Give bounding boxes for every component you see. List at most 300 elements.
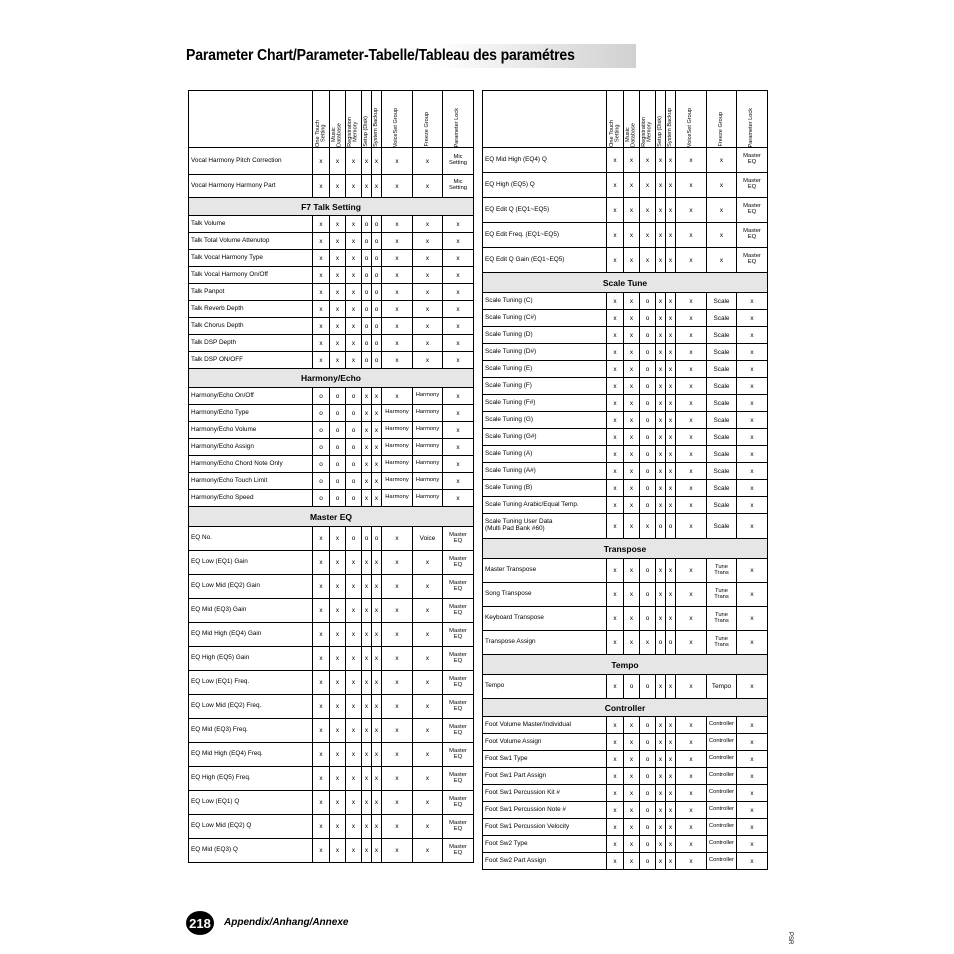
table-row — [483, 446, 768, 463]
parameter-name: Harmony/Echo Type — [189, 405, 313, 422]
value-cell: x — [413, 647, 443, 671]
value-cell: x — [624, 734, 640, 751]
value-cell: x — [676, 293, 707, 310]
value-cell: o — [313, 490, 330, 507]
value-cell: x — [656, 734, 666, 751]
value-cell: x — [382, 250, 413, 267]
value-cell: x — [624, 395, 640, 412]
value-cell: x — [737, 463, 768, 480]
value-cell: x — [346, 743, 362, 767]
value-cell: x — [666, 734, 676, 751]
parameter-name: Scale Tuning (D) — [483, 327, 607, 344]
value-cell: x — [656, 559, 666, 583]
parameter-name: Scale Tuning (A#) — [483, 463, 607, 480]
value-cell: x — [666, 675, 676, 699]
table-row — [189, 671, 474, 695]
value-cell: x — [362, 695, 372, 719]
value-cell: x — [624, 768, 640, 785]
value-cell: Master EQ — [737, 148, 768, 173]
value-cell: x — [666, 395, 676, 412]
value-cell: x — [737, 446, 768, 463]
value-cell: Tune Trans — [707, 559, 737, 583]
value-cell: x — [624, 327, 640, 344]
value-cell: x — [656, 148, 666, 173]
table-row — [483, 559, 768, 583]
value-cell: Scale — [707, 327, 737, 344]
table-row — [483, 293, 768, 310]
value-cell: x — [313, 767, 330, 791]
parameter-name: Talk Vocal Harmony On/Off — [189, 267, 313, 284]
value-cell: x — [346, 267, 362, 284]
table-row — [189, 767, 474, 791]
value-cell: o — [640, 734, 656, 751]
value-cell: Scale — [707, 344, 737, 361]
parameter-name: Harmony/Echo Touch Limit — [189, 473, 313, 490]
parameter-name: Scale Tuning (B) — [483, 480, 607, 497]
parameter-name: Scale Tuning (F#) — [483, 395, 607, 412]
value-cell: o — [313, 439, 330, 456]
value-cell: x — [372, 623, 382, 647]
table-row — [483, 607, 768, 631]
value-cell: x — [362, 671, 372, 695]
value-cell: o — [666, 631, 676, 655]
section-header-row — [483, 655, 768, 675]
parameter-name: Master Transpose — [483, 559, 607, 583]
value-cell: x — [413, 301, 443, 318]
value-cell: x — [624, 293, 640, 310]
parameter-name: EQ Low (EQ1) Freq. — [189, 671, 313, 695]
value-cell: o — [346, 527, 362, 551]
value-cell: x — [413, 318, 443, 335]
value-cell: x — [313, 148, 330, 175]
value-cell: x — [330, 767, 346, 791]
value-cell: x — [624, 819, 640, 836]
table-row — [189, 695, 474, 719]
value-cell: o — [330, 422, 346, 439]
value-cell: o — [330, 473, 346, 490]
value-cell: x — [607, 378, 624, 395]
value-cell: x — [362, 439, 372, 456]
column-header-setup-disk: Setup (Disk) — [362, 91, 372, 148]
value-cell: x — [362, 839, 372, 863]
value-cell: Scale — [707, 480, 737, 497]
value-cell: x — [607, 361, 624, 378]
value-cell: x — [372, 473, 382, 490]
table-row — [483, 819, 768, 836]
value-cell: o — [313, 473, 330, 490]
value-cell: x — [607, 607, 624, 631]
value-cell: o — [346, 490, 362, 507]
value-cell: x — [624, 361, 640, 378]
value-cell: x — [666, 293, 676, 310]
value-cell: x — [413, 791, 443, 815]
value-cell: Master EQ — [737, 173, 768, 198]
value-cell: Harmony — [413, 439, 443, 456]
table-row — [189, 551, 474, 575]
value-cell: o — [640, 559, 656, 583]
value-cell: Master EQ — [443, 599, 474, 623]
value-cell: o — [362, 527, 372, 551]
value-cell: x — [624, 429, 640, 446]
value-cell: Master EQ — [443, 815, 474, 839]
value-cell: o — [640, 395, 656, 412]
value-cell: x — [607, 344, 624, 361]
section-header-row — [483, 273, 768, 293]
value-cell: Scale — [707, 412, 737, 429]
value-cell: x — [666, 836, 676, 853]
value-cell: x — [313, 719, 330, 743]
parameter-name: Scale Tuning (C) — [483, 293, 607, 310]
value-cell: x — [676, 327, 707, 344]
table-row — [189, 527, 474, 551]
value-cell: x — [607, 853, 624, 870]
value-cell: o — [640, 293, 656, 310]
value-cell: Scale — [707, 310, 737, 327]
value-cell: x — [656, 819, 666, 836]
value-cell: Master EQ — [443, 743, 474, 767]
parameter-name: Keyboard Transpose — [483, 607, 607, 631]
parameter-name: Harmony/Echo Chord Note Only — [189, 456, 313, 473]
table-row — [483, 480, 768, 497]
value-cell: Scale — [707, 361, 737, 378]
parameter-name: Scale Tuning (D#) — [483, 344, 607, 361]
value-cell: x — [640, 173, 656, 198]
value-cell: Scale — [707, 514, 737, 539]
value-cell: x — [372, 671, 382, 695]
value-cell: Controller — [707, 785, 737, 802]
value-cell: Harmony — [382, 439, 413, 456]
value-cell: Scale — [707, 378, 737, 395]
value-cell: o — [640, 344, 656, 361]
value-cell: x — [607, 734, 624, 751]
value-cell: x — [607, 675, 624, 699]
parameter-table-left — [188, 90, 474, 863]
table-row — [483, 836, 768, 853]
column-header-voiceset-group: VoiceSet Group — [382, 91, 413, 148]
value-cell: o — [330, 456, 346, 473]
value-cell: x — [607, 836, 624, 853]
value-cell: x — [382, 551, 413, 575]
value-cell: x — [607, 395, 624, 412]
value-cell: x — [382, 791, 413, 815]
value-cell: x — [640, 148, 656, 173]
value-cell: x — [737, 802, 768, 819]
value-cell: x — [346, 791, 362, 815]
value-cell: Master EQ — [443, 791, 474, 815]
value-cell: o — [313, 456, 330, 473]
value-cell: Harmony — [382, 456, 413, 473]
value-cell: x — [656, 429, 666, 446]
value-cell: x — [330, 335, 346, 352]
value-cell: x — [413, 839, 443, 863]
value-cell: x — [737, 631, 768, 655]
value-cell: Harmony — [413, 405, 443, 422]
value-cell: x — [656, 361, 666, 378]
value-cell: x — [362, 743, 372, 767]
section-title: Scale Tune — [483, 273, 768, 293]
value-cell: x — [607, 583, 624, 607]
table-row — [483, 198, 768, 223]
value-cell: x — [346, 575, 362, 599]
value-cell: x — [607, 293, 624, 310]
table-row — [483, 785, 768, 802]
value-cell: x — [413, 767, 443, 791]
value-cell: x — [443, 284, 474, 301]
value-cell: x — [313, 352, 330, 369]
parameter-name: EQ No. — [189, 527, 313, 551]
column-header-music-database: Music Database — [330, 91, 346, 148]
value-cell: x — [382, 175, 413, 198]
value-cell: x — [413, 671, 443, 695]
table-row — [483, 631, 768, 655]
section-title: Master EQ — [189, 507, 474, 527]
value-cell: x — [346, 719, 362, 743]
value-cell: Master EQ — [443, 695, 474, 719]
table-row — [483, 583, 768, 607]
parameter-name: EQ Mid High (EQ4) Gain — [189, 623, 313, 647]
table-row — [483, 429, 768, 446]
value-cell: x — [656, 223, 666, 248]
value-cell: x — [372, 148, 382, 175]
value-cell: x — [362, 422, 372, 439]
parameter-name: Foot Sw2 Part Assign — [483, 853, 607, 870]
table-row — [189, 599, 474, 623]
value-cell: o — [640, 785, 656, 802]
value-cell: o — [372, 335, 382, 352]
value-cell: x — [656, 768, 666, 785]
value-cell: x — [676, 429, 707, 446]
table-row — [483, 497, 768, 514]
value-cell: o — [346, 388, 362, 405]
value-cell: x — [737, 361, 768, 378]
column-header-one-touch-setting: One Touch Setting — [607, 91, 624, 148]
value-cell: x — [737, 344, 768, 361]
value-cell: x — [676, 583, 707, 607]
value-cell: x — [666, 480, 676, 497]
value-cell: x — [656, 344, 666, 361]
value-cell: Master EQ — [443, 527, 474, 551]
value-cell: o — [313, 388, 330, 405]
value-cell: x — [656, 607, 666, 631]
value-cell: Mic Setting — [443, 148, 474, 175]
value-cell: x — [737, 497, 768, 514]
value-cell: x — [666, 751, 676, 768]
table-row — [483, 344, 768, 361]
parameter-name: EQ Low (EQ1) Q — [189, 791, 313, 815]
value-cell: x — [413, 743, 443, 767]
value-cell: x — [737, 480, 768, 497]
value-cell: x — [676, 836, 707, 853]
parameter-name: Talk DSP Depth — [189, 335, 313, 352]
value-cell: x — [607, 768, 624, 785]
value-cell: x — [330, 719, 346, 743]
value-cell: x — [443, 233, 474, 250]
table-row — [483, 378, 768, 395]
value-cell: x — [330, 599, 346, 623]
value-cell: x — [443, 250, 474, 267]
parameter-name: Vocal Harmony Harmony Part — [189, 175, 313, 198]
value-cell: x — [676, 173, 707, 198]
value-cell: x — [372, 175, 382, 198]
parameter-name: Talk Panpot — [189, 284, 313, 301]
value-cell: x — [413, 284, 443, 301]
value-cell: x — [607, 223, 624, 248]
value-cell: x — [666, 412, 676, 429]
value-cell: x — [607, 514, 624, 539]
value-cell: Harmony — [382, 405, 413, 422]
value-cell: x — [607, 463, 624, 480]
value-cell: o — [372, 250, 382, 267]
value-cell: x — [607, 173, 624, 198]
value-cell: o — [640, 446, 656, 463]
value-cell: Master EQ — [443, 623, 474, 647]
value-cell: Controller — [707, 768, 737, 785]
value-cell: x — [607, 412, 624, 429]
value-cell: Scale — [707, 446, 737, 463]
table-row — [189, 301, 474, 318]
value-cell: Controller — [707, 836, 737, 853]
value-cell: o — [640, 768, 656, 785]
value-cell: x — [372, 575, 382, 599]
value-cell: x — [382, 148, 413, 175]
table-row — [483, 148, 768, 173]
parameter-name: Tempo — [483, 675, 607, 699]
table-row — [483, 395, 768, 412]
value-cell: x — [676, 785, 707, 802]
value-cell: x — [372, 815, 382, 839]
parameter-name: Talk Vocal Harmony Type — [189, 250, 313, 267]
parameter-name: Scale Tuning User Data (Multi Pad Bank #60) — [483, 514, 607, 539]
value-cell: x — [607, 480, 624, 497]
value-cell: x — [313, 335, 330, 352]
value-cell: x — [656, 327, 666, 344]
value-cell: Harmony — [413, 473, 443, 490]
parameter-name: EQ Low (EQ1) Gain — [189, 551, 313, 575]
parameter-name: EQ Low Mid (EQ2) Gain — [189, 575, 313, 599]
value-cell: x — [372, 767, 382, 791]
value-cell: x — [737, 514, 768, 539]
value-cell: x — [382, 388, 413, 405]
value-cell: o — [330, 405, 346, 422]
value-cell: x — [443, 216, 474, 233]
value-cell: x — [666, 717, 676, 734]
table-row — [483, 853, 768, 870]
value-cell: o — [362, 318, 372, 335]
value-cell: x — [330, 301, 346, 318]
value-cell: o — [362, 335, 372, 352]
value-cell: x — [330, 815, 346, 839]
value-cell: x — [676, 395, 707, 412]
table-row — [189, 719, 474, 743]
parameter-name: Foot Sw1 Type — [483, 751, 607, 768]
value-cell: x — [413, 815, 443, 839]
value-cell: x — [656, 480, 666, 497]
value-cell: x — [413, 148, 443, 175]
value-cell: o — [313, 422, 330, 439]
value-cell: x — [666, 819, 676, 836]
value-cell: x — [413, 216, 443, 233]
value-cell: x — [676, 223, 707, 248]
parameter-name: EQ Low Mid (EQ2) Q — [189, 815, 313, 839]
value-cell: x — [382, 767, 413, 791]
value-cell: x — [346, 599, 362, 623]
value-cell: o — [640, 361, 656, 378]
section-title: Controller — [483, 699, 768, 717]
parameter-name: Talk Volume — [189, 216, 313, 233]
value-cell: x — [413, 623, 443, 647]
value-cell: x — [313, 175, 330, 198]
value-cell: Voice — [413, 527, 443, 551]
column-header-music-database: Music Database — [624, 91, 640, 148]
value-cell: x — [346, 695, 362, 719]
value-cell: Controller — [707, 717, 737, 734]
table-row — [483, 173, 768, 198]
value-cell: o — [640, 607, 656, 631]
value-cell: Harmony — [382, 490, 413, 507]
value-cell: x — [346, 301, 362, 318]
value-cell: x — [372, 551, 382, 575]
value-cell: o — [656, 631, 666, 655]
table-row — [189, 267, 474, 284]
value-cell: x — [330, 250, 346, 267]
table-row — [189, 216, 474, 233]
value-cell: x — [656, 802, 666, 819]
value-cell: x — [624, 198, 640, 223]
table-row — [483, 248, 768, 273]
table-row — [189, 352, 474, 369]
parameter-name: Foot Sw1 Percussion Note # — [483, 802, 607, 819]
table-row — [189, 148, 474, 175]
value-cell: o — [624, 675, 640, 699]
value-cell: x — [607, 429, 624, 446]
value-cell: Controller — [707, 734, 737, 751]
value-cell: x — [330, 352, 346, 369]
value-cell: x — [624, 148, 640, 173]
table-row — [189, 575, 474, 599]
value-cell: Controller — [707, 853, 737, 870]
value-cell: x — [656, 248, 666, 273]
parameter-name: Scale Tuning (A) — [483, 446, 607, 463]
value-cell: o — [640, 463, 656, 480]
value-cell: x — [443, 388, 474, 405]
value-cell: x — [372, 839, 382, 863]
page-title: Parameter Chart/Parameter-Tabelle/Tableau des paramétres — [186, 47, 575, 64]
value-cell: x — [737, 293, 768, 310]
value-cell: Master EQ — [443, 671, 474, 695]
parameter-name: Vocal Harmony Pitch Correction — [189, 148, 313, 175]
value-cell: x — [313, 301, 330, 318]
value-cell: x — [624, 836, 640, 853]
value-cell: x — [346, 148, 362, 175]
value-cell: x — [330, 318, 346, 335]
value-cell: x — [707, 248, 737, 273]
parameter-name: Scale Tuning (E) — [483, 361, 607, 378]
value-cell: x — [656, 497, 666, 514]
table-row — [189, 233, 474, 250]
value-cell: x — [676, 148, 707, 173]
value-cell: Tune Trans — [707, 631, 737, 655]
value-cell: x — [656, 173, 666, 198]
value-cell: x — [676, 675, 707, 699]
value-cell: x — [362, 456, 372, 473]
value-cell: x — [382, 599, 413, 623]
value-cell: x — [737, 607, 768, 631]
value-cell: x — [313, 623, 330, 647]
value-cell: o — [640, 497, 656, 514]
value-cell: x — [362, 575, 372, 599]
value-cell: Controller — [707, 802, 737, 819]
value-cell: x — [413, 250, 443, 267]
